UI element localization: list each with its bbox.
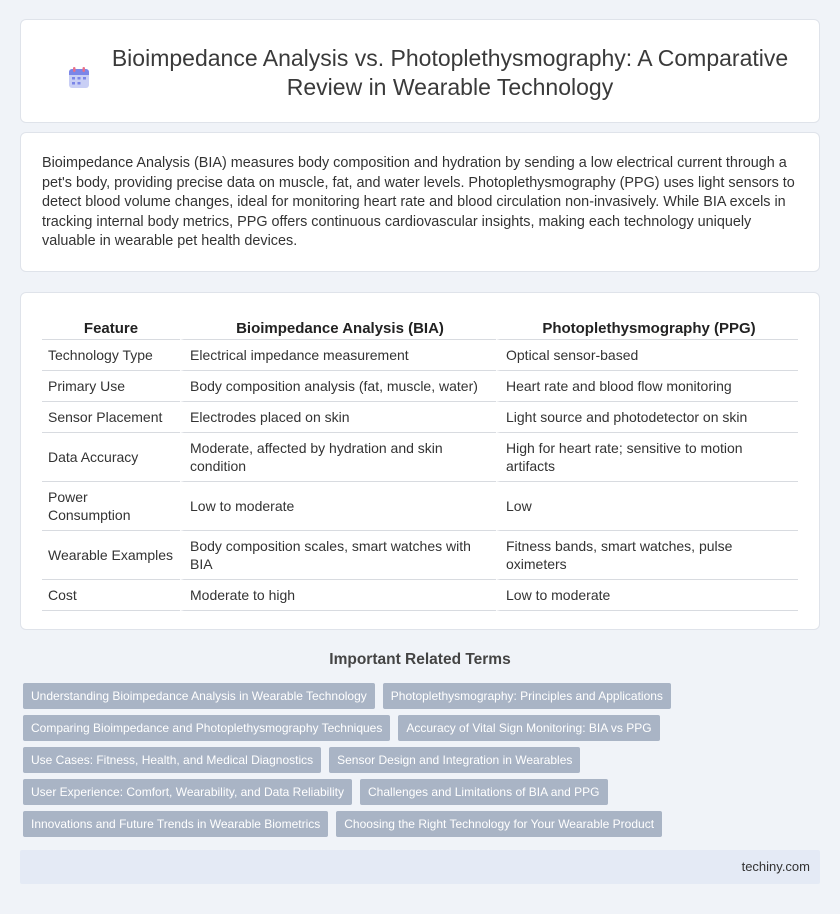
related-term-link[interactable]: Challenges and Limitations of BIA and PPG (360, 779, 607, 805)
cell-ppg: Optical sensor-based (496, 340, 798, 371)
cell-bia: Moderate, affected by hydration and skin condition (180, 433, 496, 482)
related-term-link[interactable]: Innovations and Future Trends in Wearable Biometrics (23, 811, 328, 837)
table-header-row (42, 314, 798, 340)
table-row (42, 340, 798, 371)
cell-ppg: Low to moderate (496, 580, 798, 611)
calendar-icon (67, 66, 91, 90)
cell-bia: Body composition scales, smart watches with BIA (180, 531, 496, 580)
title-card (20, 19, 820, 123)
table-row (42, 482, 798, 531)
table-row (42, 433, 798, 482)
cell-bia: Electrical impedance measurement (180, 340, 496, 371)
cell-feature: Power Consumption (42, 482, 180, 531)
cell-feature: Sensor Placement (42, 402, 180, 433)
related-term-link[interactable]: Sensor Design and Integration in Wearables (329, 747, 580, 773)
intro-paragraph: Bioimpedance Analysis (BIA) measures body composition and hydration by sending a low electrical current through a pet's body, providing precise data on muscle, fat, and water levels. Photoplethysmography (PPG) uses light sensors to detect blood volume changes, ideal for monitoring heart rate and blood circulation non-invasively. While BIA excels in tracking internal body metrics, PPG offers continuous cardiovascular insights, making each technology uniquely valuable in wearable pet health devices. (42, 155, 795, 250)
cell-bia: Moderate to high (180, 580, 496, 611)
related-term-link[interactable]: Choosing the Right Technology for Your Wearable Product (336, 811, 662, 837)
related-term-link[interactable]: Understanding Bioimpedance Analysis in Wearable Technology (23, 683, 375, 709)
cell-bia: Body composition analysis (fat, muscle, water) (180, 371, 496, 402)
cell-ppg: Low (496, 482, 798, 531)
cell-bia: Electrodes placed on skin (180, 402, 496, 433)
cell-feature: Data Accuracy (42, 433, 180, 482)
cell-ppg: High for heart rate; sensitive to motion artifacts (496, 433, 798, 482)
related-terms-list (23, 683, 813, 837)
related-term-link[interactable]: User Experience: Comfort, Wearability, and Data Reliability (23, 779, 352, 805)
cell-feature: Technology Type (42, 340, 180, 371)
cell-feature: Primary Use (42, 371, 180, 402)
related-term-link[interactable]: Comparing Bioimpedance and Photoplethysmography Techniques (23, 715, 390, 741)
table-row (42, 531, 798, 580)
comparison-card (20, 292, 820, 630)
header-bia: Bioimpedance Analysis (BIA) (180, 314, 496, 340)
cell-ppg: Light source and photodetector on skin (496, 402, 798, 433)
cell-feature: Cost (42, 580, 180, 611)
related-term-link[interactable]: Photoplethysmography: Principles and Applications (383, 683, 671, 709)
cell-ppg: Fitness bands, smart watches, pulse oximeters (496, 531, 798, 580)
page-title: Bioimpedance Analysis vs. Photoplethysmography: A Comparative Review in Wearable Technology (111, 45, 789, 100)
footer-brand[interactable]: techiny.com (741, 859, 810, 874)
related-term-link[interactable]: Use Cases: Fitness, Health, and Medical Diagnostics (23, 747, 321, 773)
table-row (42, 371, 798, 402)
table-row (42, 580, 798, 611)
cell-feature: Wearable Examples (42, 531, 180, 580)
related-term-link[interactable]: Accuracy of Vital Sign Monitoring: BIA vs PPG (398, 715, 659, 741)
cell-ppg: Heart rate and blood flow monitoring (496, 371, 798, 402)
related-terms-heading: Important Related Terms (329, 651, 511, 668)
header-ppg: Photoplethysmography (PPG) (496, 314, 798, 340)
cell-bia: Low to moderate (180, 482, 496, 531)
table-row (42, 402, 798, 433)
intro-card (20, 132, 820, 272)
footer (20, 850, 820, 884)
header-feature: Feature (42, 314, 180, 340)
comparison-table (42, 314, 798, 611)
